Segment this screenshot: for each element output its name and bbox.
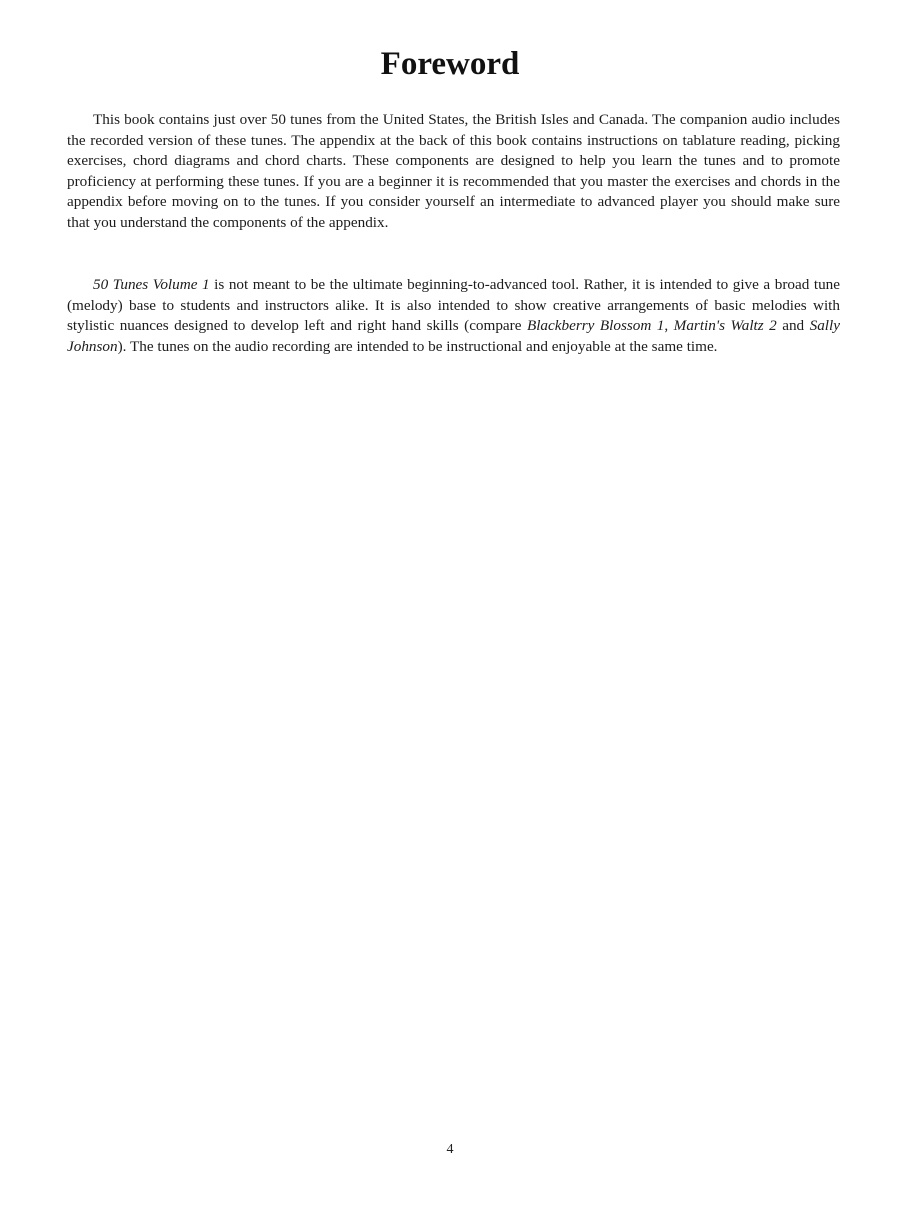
foreword-paragraph-2 bbox=[67, 275, 840, 357]
book-title-italic: 50 Tunes Volume 1 bbox=[93, 276, 210, 293]
tune-title-sally-johnson: Sally Johnson bbox=[67, 317, 840, 355]
page-number: 4 bbox=[446, 1142, 454, 1157]
foreword-paragraph-1: This book contains just over 50 tunes from the United States, the British Isles and Canada. The companion audio includes the recorded version of these tunes. The appendix at the back of this book contains instructions on tablature reading, picking exercises, chord diagrams and chord charts. These components are designed to help you learn the tunes and to promote proficiency at performing these tunes. If you are a beginner it is recommended that you master the exercises and chords in the appendix before moving on to the tunes. If you consider yourself an intermediate to advanced player you should make sure that you understand the components of the appendix. bbox=[67, 111, 840, 231]
paragraph-2-text-b: ). The tunes on the audio recording are intended to be instructional and enjoyable at the same time. bbox=[117, 337, 718, 355]
paragraph-2-text-a: is not meant to be the ultimate beginning-to-advanced tool. Rather, it is intended to give a broad tune (melody) base to students and instructors alike. It is also intended to show creative arrangements of basic melodies with stylistic nuances designed to develop left and right hand skills (compare bbox=[67, 276, 841, 334]
tune-title-blackberry-blossom: Blackberry Blossom 1 bbox=[526, 317, 665, 334]
separator-comma: , bbox=[664, 317, 674, 334]
tune-title-martins-waltz: Martin's Waltz 2 bbox=[673, 317, 777, 334]
separator-and: and bbox=[776, 317, 810, 334]
page-title: Foreword bbox=[380, 46, 520, 82]
